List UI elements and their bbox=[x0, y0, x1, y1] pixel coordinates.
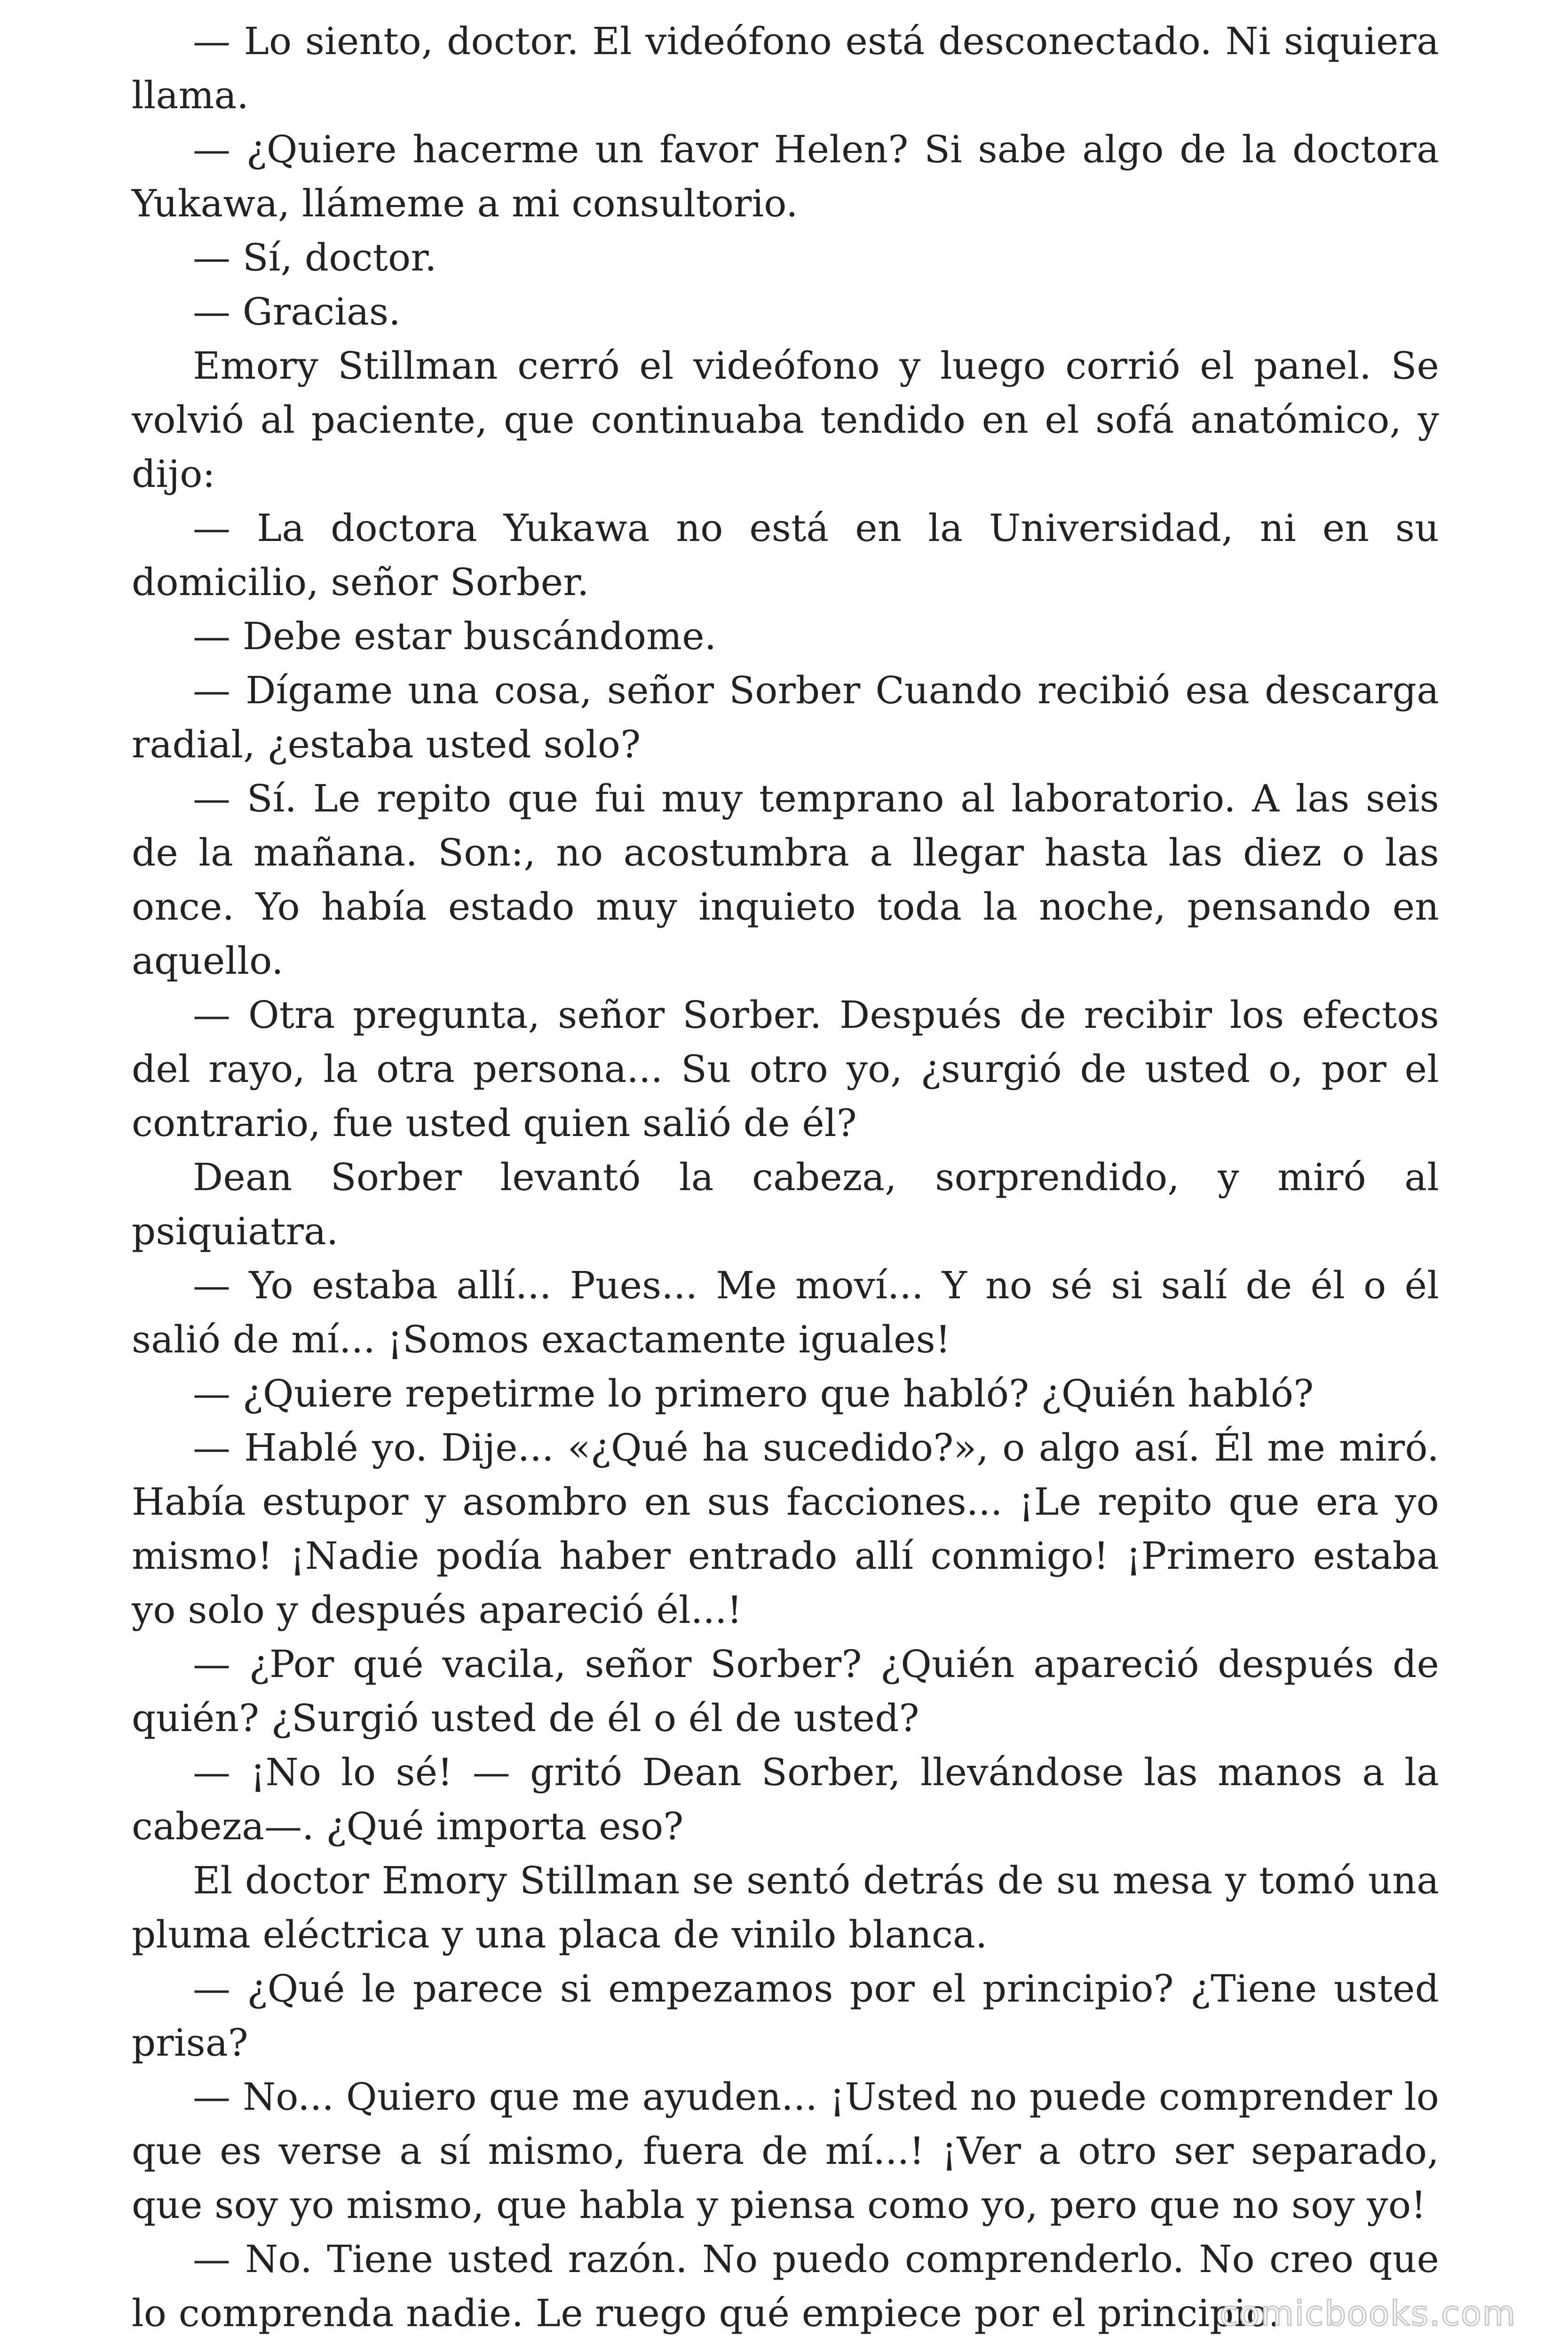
paragraph: — Gracias. bbox=[193, 290, 401, 334]
paragraph: — Hablé yo. Dije... «¿Qué ha sucedido?», o algo así. Él me miró. Había estupor y asombro en sus facciones... ¡Le repito que era yo mismo! ¡Nadie podía haber entrado allí conmigo! ¡Primero estaba yo solo y después apareció él...! bbox=[132, 1426, 1439, 1632]
paragraph: Emory Stillman cerró el videófono y luego corrió el panel. Se volvió al paciente, que continuaba tendido en el sofá anatómico, y dijo: bbox=[132, 344, 1439, 496]
paragraph: — Lo siento, doctor. El videófono está desconectado. Ni siquiera llama. bbox=[132, 19, 1439, 117]
paragraph: — Sí. Le repito que fui muy temprano al laboratorio. A las seis de la mañana. Son:, no acostumbra a llegar hasta las diez o las once. Yo había estado muy inquieto toda la noche, pensando en aquello. bbox=[132, 777, 1439, 983]
paragraph: — No. Tiene usted razón. No puedo comprenderlo. No creo que lo comprenda nadie. Le ruego qué empiece por el principio. bbox=[132, 2237, 1439, 2335]
paragraph: — ¿Quiere repetirme lo primero que habló? ¿Quién habló? bbox=[193, 1372, 1314, 1415]
paragraph: — Sí, doctor. bbox=[193, 236, 437, 279]
paragraph: — ¿Quiere hacerme un favor Helen? Si sabe algo de la doctora Yukawa, llámeme a mi consultorio. bbox=[132, 127, 1439, 225]
paragraph: — Debe estar buscándome. bbox=[193, 614, 717, 658]
page-body bbox=[132, 14, 1439, 2340]
paragraph: — ¿Qué le parece si empezamos por el principio? ¿Tiene usted prisa? bbox=[132, 1967, 1439, 2065]
paragraph: El doctor Emory Stillman se sentó detrás de su mesa y tomó una pluma eléctrica y una placa de vinilo blanca. bbox=[132, 1859, 1439, 1956]
paragraph: Dean Sorber levantó la cabeza, sorprendido, y miró al psiquiatra. bbox=[132, 1155, 1439, 1253]
paragraph: — Yo estaba allí... Pues... Me moví... Y no sé si salí de él o él salió de mí... ¡Somos exactamente iguales! bbox=[132, 1263, 1439, 1361]
paragraph: — No... Quiero que me ayuden... ¡Usted no puede comprender lo que es verse a sí mismo, fuera de mí...! ¡Ver a otro ser separado, que soy yo mismo, que habla y piensa como yo, pero que no soy yo! bbox=[132, 2075, 1439, 2227]
paragraph: — ¡No lo sé! — gritó Dean Sorber, llevándose las manos a la cabeza—. ¿Qué importa eso? bbox=[132, 1750, 1439, 1848]
paragraph: — La doctora Yukawa no está en la Universidad, ni en su domicilio, señor Sorber. bbox=[132, 506, 1439, 604]
paragraph: — Otra pregunta, señor Sorber. Después de recibir los efectos del rayo, la otra persona... Su otro yo, ¿surgió de usted o, por el contrario, fue usted quien salió de él? bbox=[132, 993, 1439, 1145]
paragraph: — ¿Por qué vacila, señor Sorber? ¿Quién apareció después de quién? ¿Surgió usted de él o él de usted? bbox=[132, 1642, 1439, 1740]
paragraph: — Dígame una cosa, señor Sorber Cuando recibió esa descarga radial, ¿estaba usted solo? bbox=[132, 668, 1439, 766]
watermark: comicbooks.com bbox=[1219, 2294, 1516, 2333]
